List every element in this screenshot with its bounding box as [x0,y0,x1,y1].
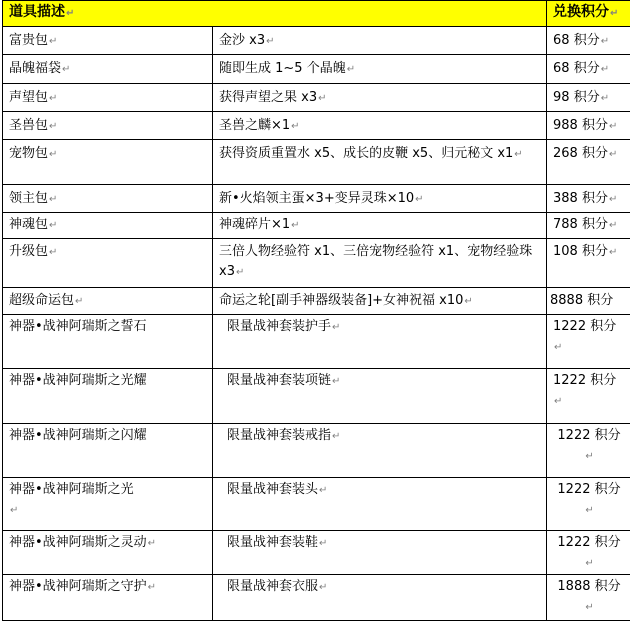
item-desc: 获得资质重置水 x5、成长的皮鞭 x5、归元秘文 x1 [219,146,513,161]
item-name: 神器•战神阿瑞斯之守护 [9,579,147,594]
item-desc: 限量战神套装护手 [227,319,331,334]
header-desc-cell: 道具描述↵ [3,1,547,27]
item-points: 1222 积分 [553,319,616,334]
table-row: 富贵包↵ 金沙 x3↵ 68 积分↵ [3,27,630,55]
item-points: 1222 积分 [557,535,620,550]
item-points: 68 积分 [553,33,600,48]
item-points: 98 积分 [553,90,600,105]
header-desc-label: 道具描述 [9,4,65,20]
item-points: 388 积分 [553,191,608,206]
table-row: 神器•战神阿瑞斯之光耀 限量战神套装项链↵ 1222 积分↵ [3,369,630,424]
item-desc: 限量战神套装鞋 [227,535,318,550]
table-row: 超级命运包↵ 命运之轮[副手神器级装备]+女神祝福 x10↵ 8888 积分 [3,288,630,315]
item-desc: 新•火焰领主蛋×3+变异灵珠×10 [219,191,414,206]
item-name: 富贵包 [9,33,48,48]
item-desc: 限量战神套装戒指 [227,428,331,443]
item-name: 神器•战神阿瑞斯之灵动 [9,535,147,550]
item-name: 圣兽包 [9,118,48,133]
item-desc: 神魂碎片×1 [219,217,290,232]
item-desc: 限量战神套衣服 [227,579,318,594]
item-name: 神魂包 [9,217,48,232]
item-points: 1222 积分 [557,428,620,443]
table-row: 神器•战神阿瑞斯之闪耀 限量战神套装戒指↵ 1222 积分↵ [3,424,630,478]
item-points: 1888 积分 [557,579,620,594]
item-desc: 获得声望之果 x3 [219,90,317,105]
item-points: 68 积分 [553,61,600,76]
table-row: 圣兽包↵ 圣兽之麟×1↵ 988 积分↵ [3,112,630,140]
table-header-row [3,1,630,27]
item-points: 268 积分 [553,146,608,161]
item-desc: 三倍人物经验符 x1、三倍宠物经验符 x1、宠物经验珠 x3 [219,244,532,279]
item-points: 108 积分 [553,244,608,259]
item-name: 神器•战神阿瑞斯之誓石 [9,319,147,334]
item-name: 领主包 [9,191,48,206]
item-name: 晶魄福袋 [9,61,61,76]
item-exchange-table [2,0,630,621]
table-row: 神器•战神阿瑞斯之守护↵ 限量战神套衣服↵ 1888 积分↵ [3,575,630,621]
table-row: 升级包↵ 三倍人物经验符 x1、三倍宠物经验符 x1、宠物经验珠 x3↵ 108 积分↵ [3,239,630,288]
header-points-cell: 兑换积分↵ [547,1,630,27]
item-name: 宠物包 [9,146,48,161]
table-row: 晶魄福袋↵ 随即生成 1~5 个晶魄↵ 68 积分↵ [3,55,630,84]
table-row: 神器•战神阿瑞斯之灵动↵ 限量战神套装鞋↵ 1222 积分↵ [3,531,630,575]
table-row: 声望包↵ 获得声望之果 x3↵ 98 积分↵ [3,84,630,112]
table-row: 神器•战神阿瑞斯之誓石 限量战神套装护手↵ 1222 积分↵ [3,315,630,369]
item-name: 神器•战神阿瑞斯之光耀 [9,373,147,388]
item-points: 788 积分 [553,217,608,232]
item-name: 声望包 [9,90,48,105]
item-points: 8888 积分 [550,293,613,308]
item-name: 超级命运包 [9,293,74,308]
table-row: 领主包↵ 新•火焰领主蛋×3+变异灵珠×10↵ 388 积分↵ [3,185,630,213]
table-row: 神器•战神阿瑞斯之光 ↵ 限量战神套装头↵ 1222 积分↵ [3,478,630,531]
item-desc: 命运之轮[副手神器级装备]+女神祝福 x10 [219,293,463,308]
item-desc: 限量战神套装项链 [227,373,331,388]
item-desc: 随即生成 1~5 个晶魄 [219,61,346,76]
table-row: 宠物包↵ 获得资质重置水 x5、成长的皮鞭 x5、归元秘文 x1↵ 268 积分↵ [3,140,630,185]
header-points-label: 兑换积分 [553,4,609,20]
item-name: 升级包 [9,244,48,259]
item-points: 1222 积分 [553,373,616,388]
item-desc: 金沙 x3 [219,33,265,48]
item-name: 神器•战神阿瑞斯之闪耀 [9,428,147,443]
item-name: 神器•战神阿瑞斯之光 [9,482,134,497]
item-points: 988 积分 [553,118,608,133]
item-desc: 圣兽之麟×1 [219,118,290,133]
item-desc: 限量战神套装头 [227,482,318,497]
item-points: 1222 积分 [557,482,620,497]
table-row: 神魂包↵ 神魂碎片×1↵ 788 积分↵ [3,213,630,239]
